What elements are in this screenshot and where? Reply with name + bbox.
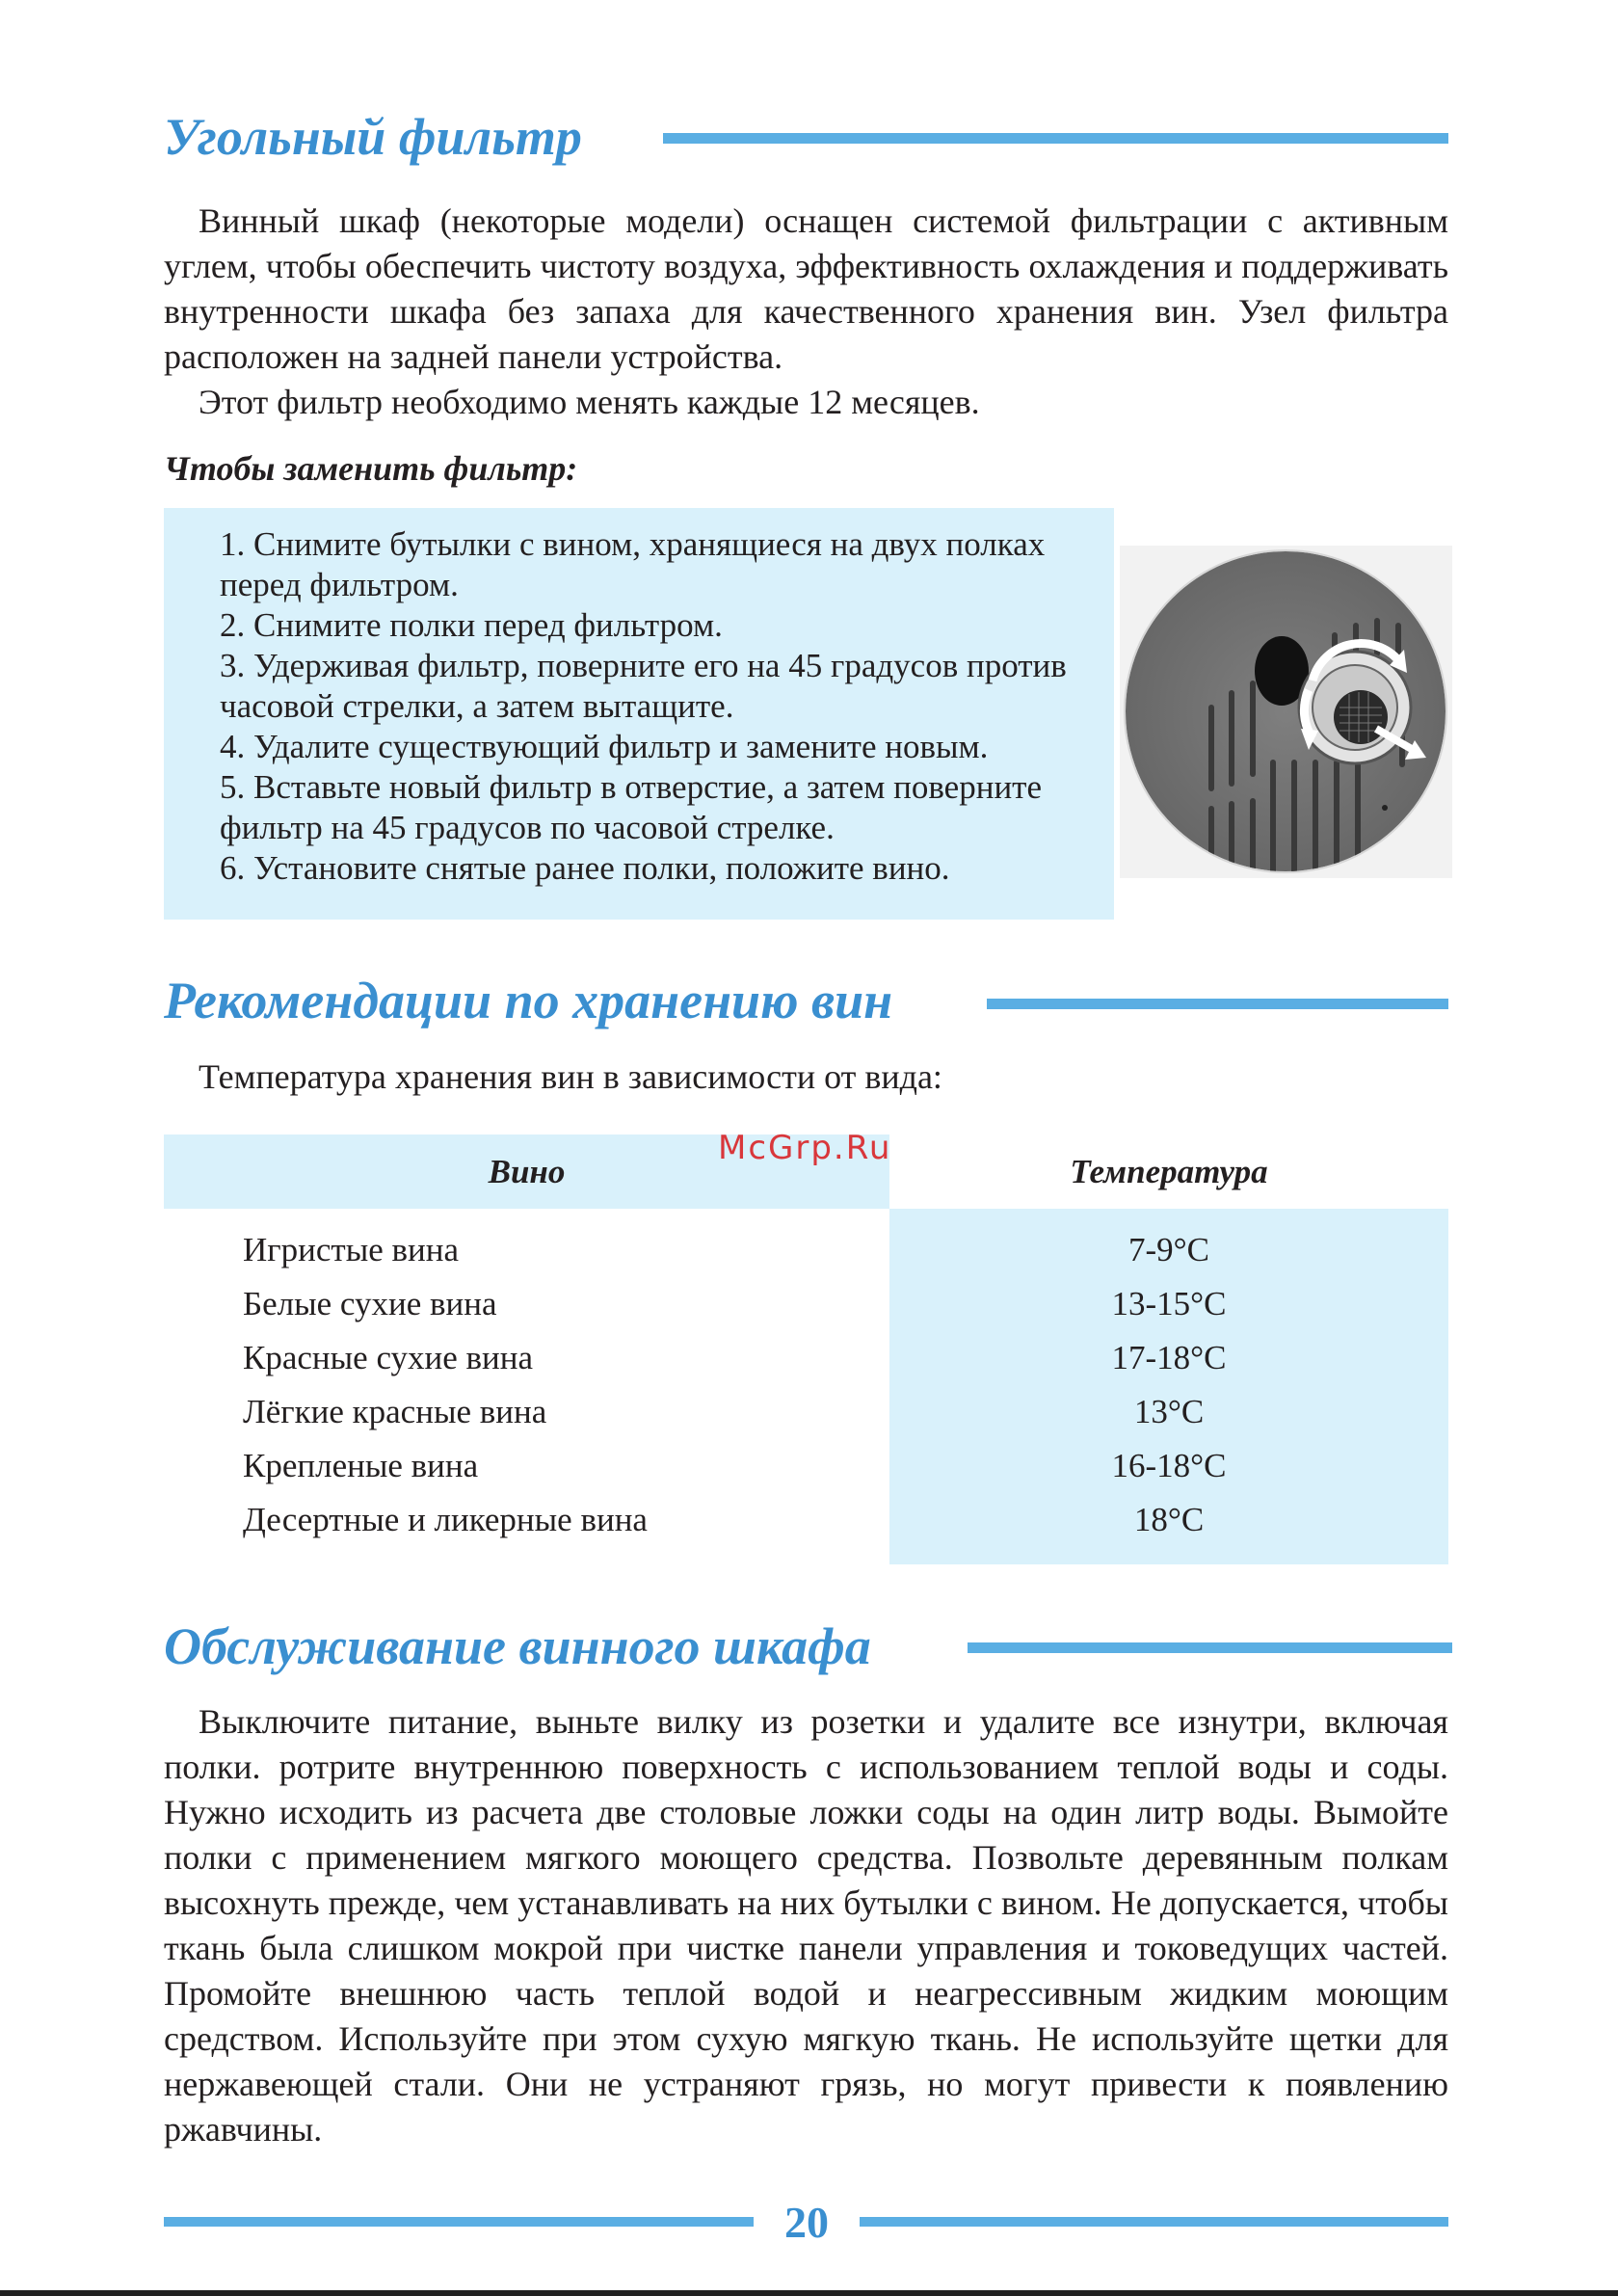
table-cell-temperature: 7-9°C bbox=[1128, 1231, 1209, 1268]
table-cell-temperature: 13-15°C bbox=[1111, 1285, 1227, 1322]
paragraph: Этот фильтр необходимо менять каждые 12 месяцев. bbox=[199, 383, 980, 421]
table-header-wine: Вино bbox=[488, 1153, 566, 1190]
table-cell-temperature: 16-18°C bbox=[1111, 1447, 1227, 1484]
paragraph: Выключите питание, выньте вилку из розетки и удалите все изнутри, включая полки. ротрите внутреннюю поверхность с использованием теплой воды и соды. Нужно исходить из расчета две столовые ложки соды на один литр воды. Вымойте полки с применением мягкого моющего средства. Позвольте деревянным полкам высохнуть прежде, чем устанавливать на них бутылки с вином. Не допускается, чтобы ткань была слишком мокрой при чистке панели управления и токоведущих частей. Промойте внешнюю часть теплой водой и неагрессивным жидким моющим средством. Используйте при этом сухую мягкую ткань. Не используйте щетки для нержавеющей стали. Они не устраняют грязь, но могут привести к появлению ржавчины. bbox=[164, 1702, 1448, 2149]
table-cell-temperature: 17-18°C bbox=[1111, 1339, 1227, 1376]
footer-rule-left bbox=[164, 2217, 754, 2227]
list-item: 6. Установите снятые ранее полки, положите вино. bbox=[220, 849, 950, 887]
intro-text bbox=[164, 199, 1448, 425]
table-cell-temperature: 13°C bbox=[1133, 1393, 1205, 1430]
paragraph: Винный шкаф (некоторые модели) оснащен системой фильтрации с активным углем, чтобы обеспечить чистоту воздуха, эффективность охлаждения и поддерживать внутренности шкафа без запаха для качественного хранения вин. Узел фильтра расположен на задней панели устройства. bbox=[164, 201, 1448, 376]
footer-rule-right bbox=[860, 2217, 1448, 2227]
maintenance-text bbox=[164, 1699, 1448, 2152]
table-row: Игристые вина bbox=[243, 1231, 460, 1268]
section-title-maintenance: Обслуживание винного шкафа bbox=[164, 1617, 871, 1675]
table-temps bbox=[889, 1223, 1448, 1547]
table-cell-temperature: 18°C bbox=[1133, 1501, 1205, 1538]
title-rule bbox=[968, 1642, 1452, 1653]
list-item: 2. Снимите полки перед фильтром. bbox=[220, 606, 723, 644]
carbon-filter-rotation-illustration bbox=[1120, 546, 1452, 878]
table-row: Красные сухие вина bbox=[243, 1339, 534, 1376]
section-title-carbon-filter: Угольный фильтр bbox=[164, 108, 582, 166]
steps-list bbox=[220, 524, 1087, 889]
steps-subheading: Чтобы заменить фильтр: bbox=[164, 449, 578, 488]
table-row: Десертные и ликерные вина bbox=[243, 1501, 648, 1538]
table-row: Крепленые вина bbox=[243, 1447, 479, 1484]
title-rule bbox=[987, 999, 1448, 1009]
list-item: 4. Удалите существующий фильтр и замените новым. bbox=[220, 728, 989, 765]
table-row: Белые сухие вина bbox=[243, 1285, 497, 1322]
list-item: 1. Снимите бутылки с вином, хранящиеся на двух полках перед фильтром. bbox=[220, 525, 1046, 603]
page-number: 20 bbox=[784, 2198, 829, 2247]
table-intro: Температура хранения вин в зависимости от вида: bbox=[199, 1057, 942, 1096]
watermark: McGrp.Ru bbox=[718, 1129, 892, 1167]
table-names bbox=[243, 1223, 879, 1547]
page-bottom-edge bbox=[0, 2290, 1618, 2296]
table-row: Лёгкие красные вина bbox=[243, 1393, 547, 1430]
section-title-wine-storage: Рекомендации по хранению вин bbox=[164, 972, 893, 1029]
list-item: 3. Удерживая фильтр, поверните его на 45 градусов против часовой стрелки, а затем вытащите. bbox=[220, 647, 1067, 725]
list-item: 5. Вставьте новый фильтр в отверстие, а затем поверните фильтр на 45 градусов по часовой стрелке. bbox=[220, 768, 1043, 846]
table-header-temperature: Температура bbox=[1070, 1153, 1268, 1190]
title-rule bbox=[663, 133, 1448, 144]
